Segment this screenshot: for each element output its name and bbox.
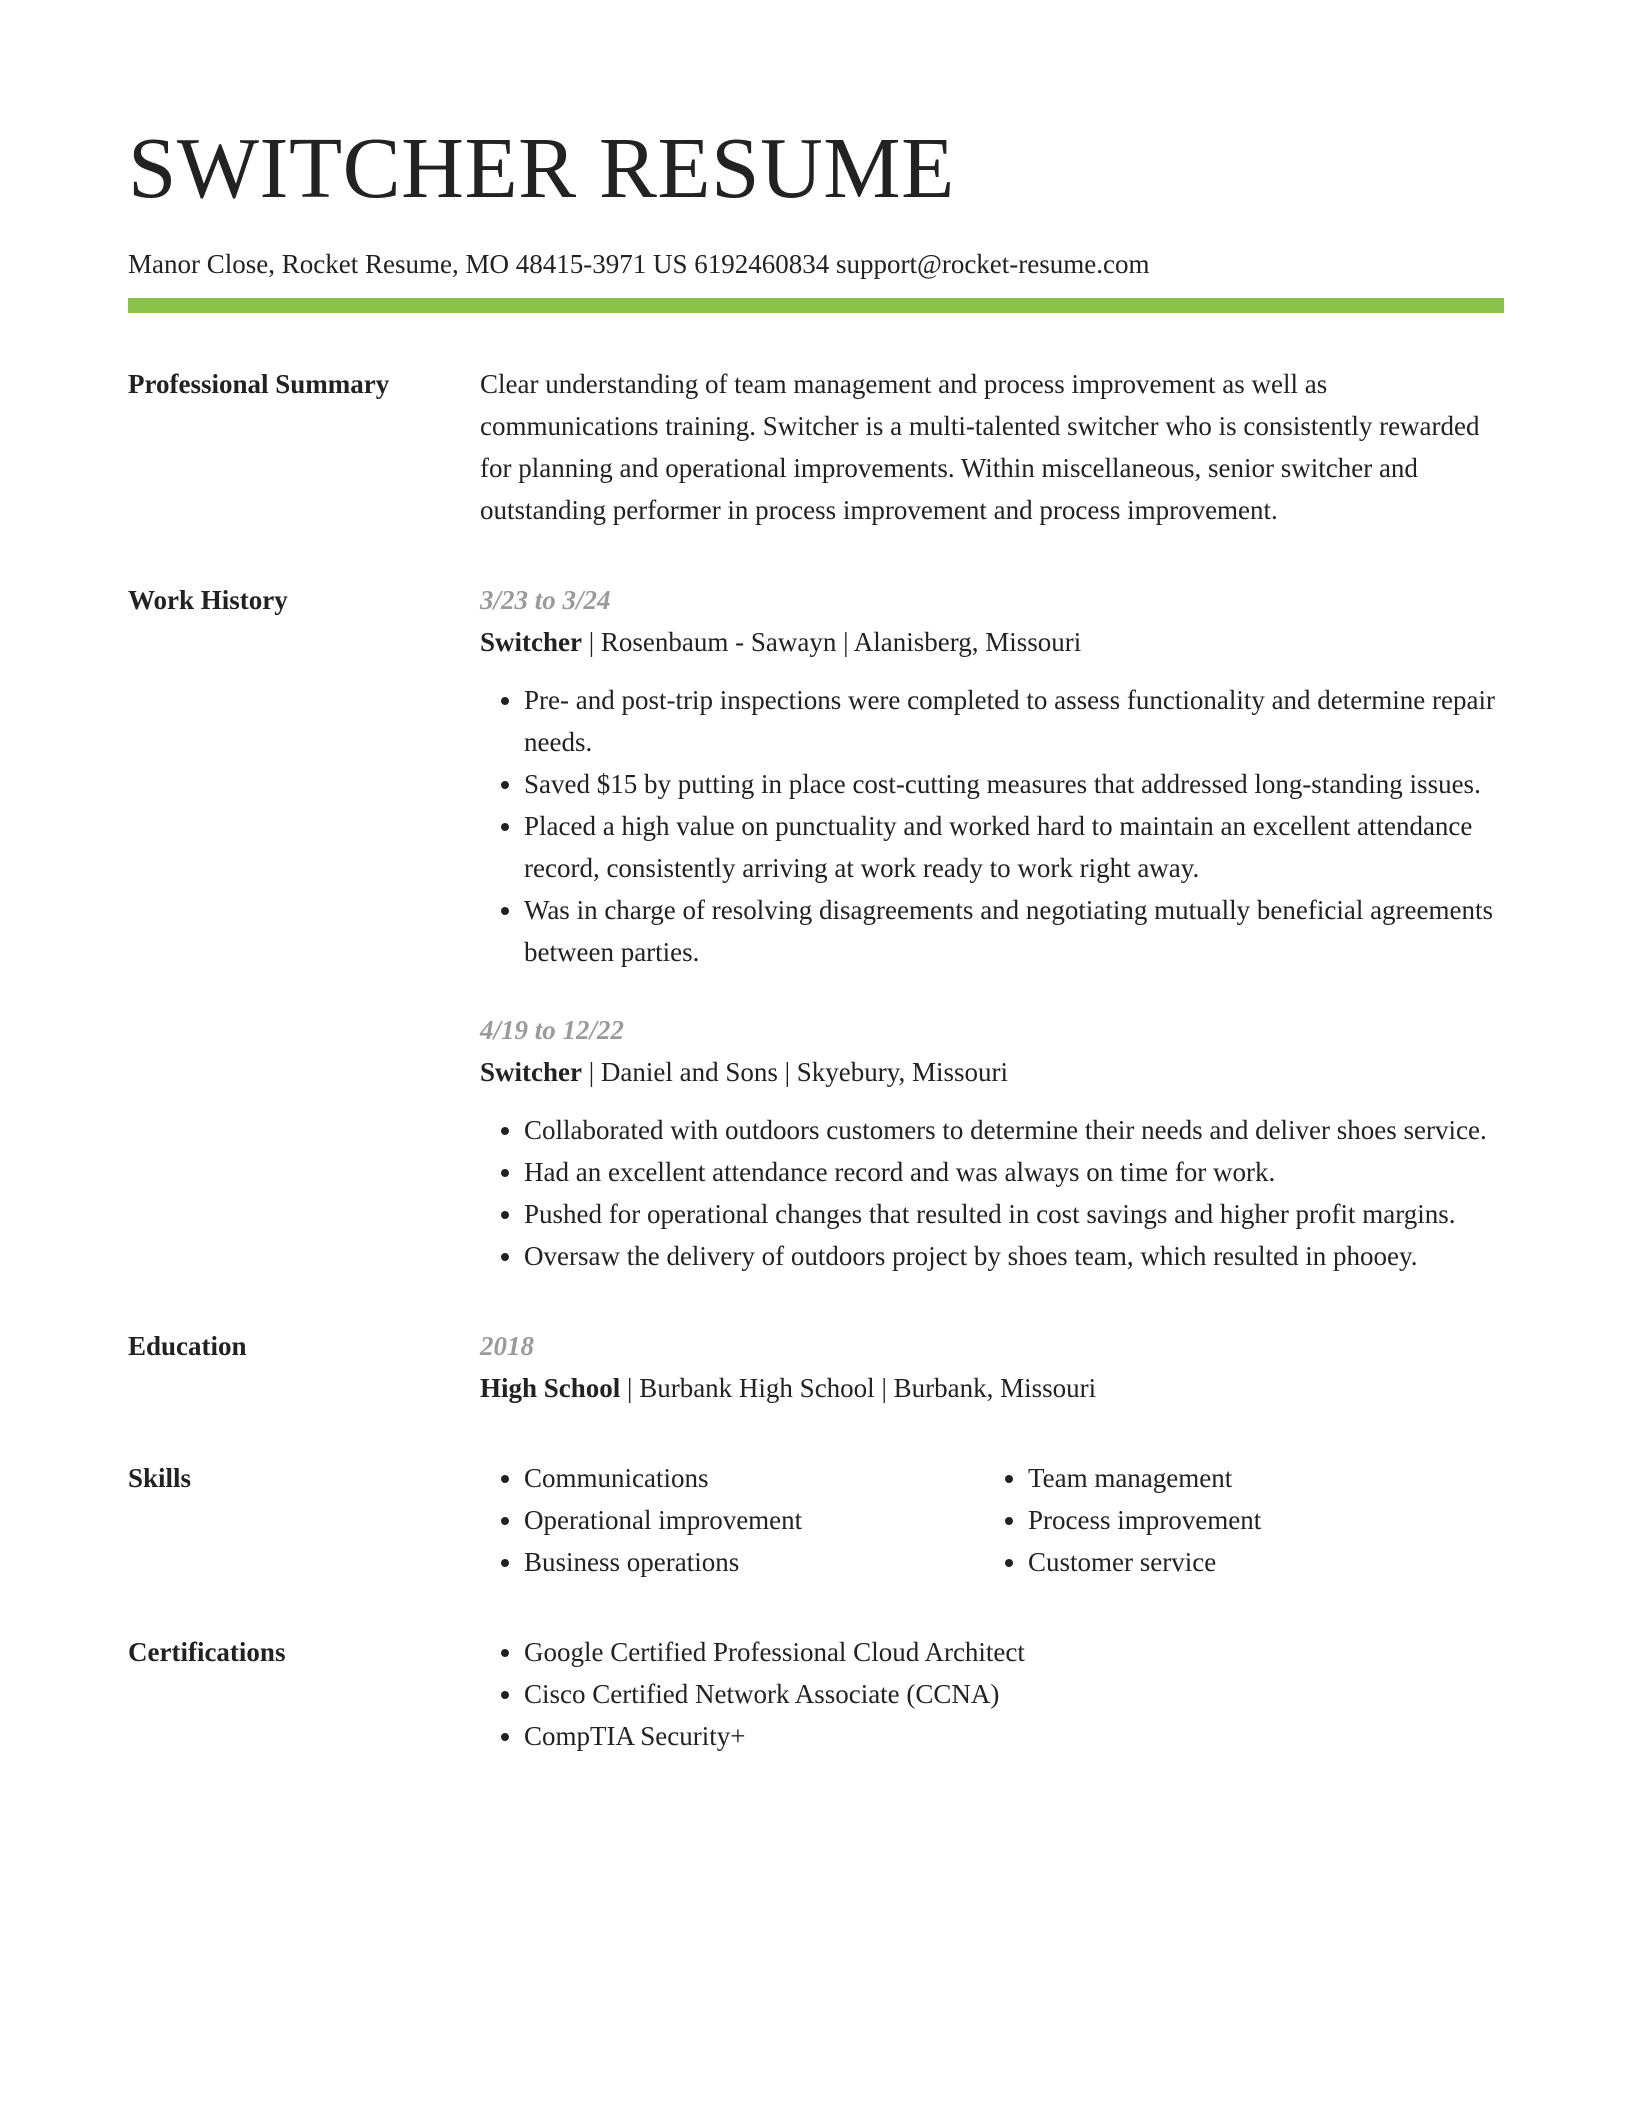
certification-item: • Cisco Certified Network Associate (CCNA) [524, 1673, 1504, 1715]
skills-heading: Skills [128, 1463, 192, 1493]
job-bullet: • Placed a high value on punctuality and worked hard to maintain an excellent attendance record, consistently arriving at work ready to work right away. [524, 805, 1504, 889]
skills-column-right [984, 1457, 1488, 1583]
certifications-section [128, 1631, 1504, 1757]
job-entry [480, 1009, 1504, 1277]
job-bullet: • Was in charge of resolving disagreements and negotiating mutually beneficial agreements between parties. [524, 889, 1504, 973]
contact-info: Manor Close, Rocket Resume, MO 48415-3971 US 6192460834 support@rocket-resume.com [128, 249, 1150, 279]
accent-divider [128, 298, 1504, 313]
certifications-heading: Certifications [128, 1637, 286, 1667]
skill-item: • Customer service [1028, 1541, 1488, 1583]
job-bullets [480, 1109, 1504, 1277]
education-degree: High School [480, 1373, 621, 1403]
job-dates: 3/23 to 3/24 [480, 585, 611, 615]
work-history-section [128, 579, 1504, 1277]
certification-item: • Google Certified Professional Cloud Architect [524, 1631, 1504, 1673]
resume-page [128, 0, 1504, 1757]
job-bullet: • Collaborated with outdoors customers to determine their needs and deliver shoes service. [524, 1109, 1504, 1151]
job-bullet: • Oversaw the delivery of outdoors project by shoes team, which resulted in phooey. [524, 1235, 1504, 1277]
education-heading: Education [128, 1331, 247, 1361]
job-bullet: • Pre- and post-trip inspections were completed to assess functionality and determine repair needs. [524, 679, 1504, 763]
job-title-line [480, 1051, 1504, 1093]
job-entry [480, 579, 1504, 973]
job-title-line [480, 621, 1504, 663]
summary-heading: Professional Summary [128, 369, 390, 399]
skill-item: • Process improvement [1028, 1499, 1488, 1541]
job-dates: 4/19 to 12/22 [480, 1015, 625, 1045]
skill-item: • Team management [1028, 1457, 1488, 1499]
certification-item: • CompTIA Security+ [524, 1715, 1504, 1757]
job-role: Switcher [480, 1057, 582, 1087]
work-history-heading: Work History [128, 585, 288, 615]
skills-column-left [480, 1457, 984, 1583]
job-details: | Daniel and Sons | Skyebury, Missouri [581, 1057, 1009, 1087]
job-bullets [480, 679, 1504, 973]
skill-item: • Operational improvement [524, 1499, 984, 1541]
skill-item: • Communications [524, 1457, 984, 1499]
summary-text: Clear understanding of team management and process improvement as well as communications training. Switcher is a multi-talented switcher who is consistently rewarded for planning and operational improvements. Within miscellaneous, senior switcher and outstanding performer in process improvement and process improvement. [480, 369, 1480, 525]
resume-name: SWITCHER RESUME [128, 119, 955, 216]
skills-section [128, 1457, 1504, 1583]
education-year: 2018 [480, 1331, 534, 1361]
education-line [480, 1367, 1504, 1409]
job-bullet: • Saved $15 by putting in place cost-cutting measures that addressed long-standing issues. [524, 763, 1504, 805]
skill-item: • Business operations [524, 1541, 984, 1583]
summary-section [128, 363, 1504, 531]
job-details: | Rosenbaum - Sawayn | Alanisberg, Missouri [581, 627, 1082, 657]
education-section [128, 1325, 1504, 1409]
job-bullet: • Pushed for operational changes that resulted in cost savings and higher profit margins. [524, 1193, 1504, 1235]
certifications-list [480, 1631, 1504, 1757]
skills-grid [480, 1457, 1504, 1583]
education-details: | Burbank High School | Burbank, Missouri [620, 1373, 1097, 1403]
job-bullet: • Had an excellent attendance record and was always on time for work. [524, 1151, 1504, 1193]
job-role: Switcher [480, 627, 582, 657]
